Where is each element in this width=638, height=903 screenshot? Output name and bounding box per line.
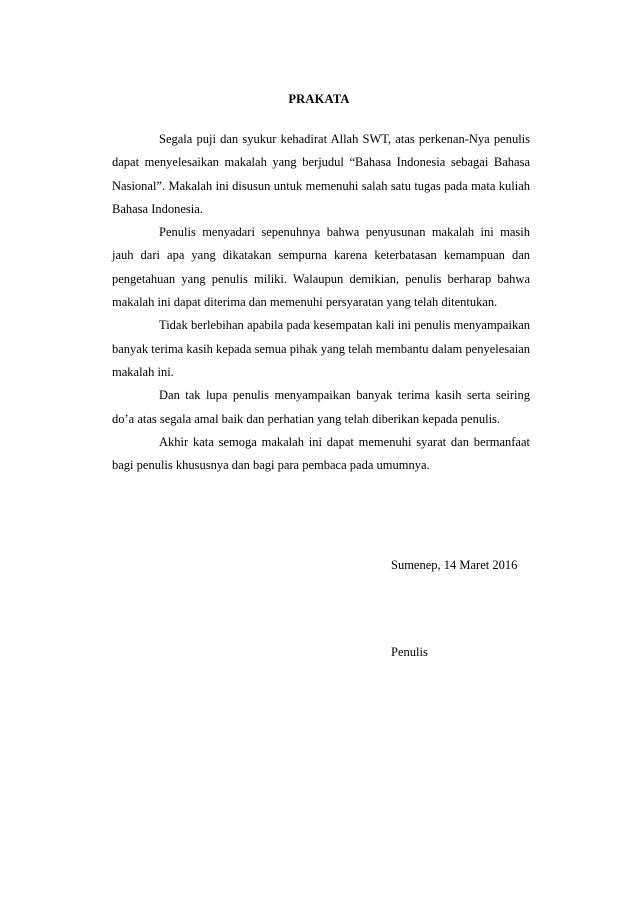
- paragraph-1: Segala puji dan syukur kehadirat Allah SWT, atas perkenan-Nya penulis dapat menyelesaikan makalah yang berjudul “Bahasa Indonesia sebagai Bahasa Nasional”. Makalah ini disusun untuk memenuhi salah satu tugas pada mata kuliah Bahasa Indonesia.: [112, 132, 530, 216]
- paragraph-3: Tidak berlebihan apabila pada kesempatan kali ini penulis menyampaikan banyak terima kasih kepada semua pihak yang telah membantu dalam penyelesaian makalah ini.: [112, 318, 530, 379]
- paragraph-4: Dan tak lupa penulis menyampaikan banyak terima kasih serta seiring do’a atas segala amal baik dan perhatian yang telah diberikan kepada penulis.: [112, 388, 530, 426]
- place-date: Sumenep, 14 Maret 2016: [391, 558, 518, 572]
- page-title: PRAKATA: [288, 92, 350, 106]
- paragraph-2: Penulis menyadari sepenuhnya bahwa penyusunan makalah ini masih jauh dari apa yang dikatakan sempurna karena keterbatasan kemampuan dan pengetahuan yang penulis miliki. Walaupun demikian, penulis berharap bahwa makalah ini dapat diterima dan memenuhi persyaratan yang telah ditentukan.: [112, 225, 530, 310]
- signer-label: Penulis: [391, 645, 428, 659]
- body-text: [112, 128, 530, 477]
- paragraph-5: Akhir kata semoga makalah ini dapat memenuhi syarat dan bermanfaat bagi penulis khususnya dan bagi para pembaca pada umumnya.: [112, 434, 530, 473]
